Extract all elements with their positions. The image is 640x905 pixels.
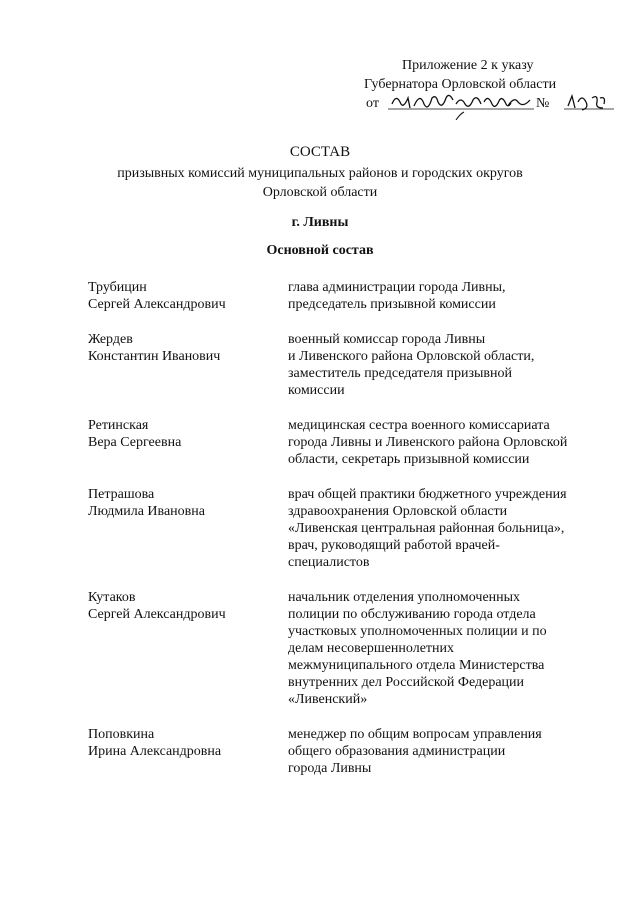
member-row: [88, 726, 628, 777]
role-line: внутренних дел Российской Федерации: [288, 675, 525, 690]
member-name: [88, 589, 288, 708]
member-row: [88, 279, 628, 313]
role-line: общего образования администрации: [288, 744, 506, 759]
member-role: [288, 279, 600, 313]
member-row: [88, 331, 628, 399]
handwritten-date-and-number: [386, 90, 616, 120]
role-line: начальник отделения уполномоченных: [288, 590, 521, 605]
role-line: комиссии: [288, 383, 345, 398]
number-label: №: [536, 96, 550, 111]
role-line: врач общей практики бюджетного учреждения: [288, 487, 567, 502]
member-name: [88, 486, 288, 571]
role-line: области, секретарь призывной комиссии: [288, 452, 530, 467]
role-line: глава администрации города Ливны,: [288, 280, 506, 295]
role-line: военный комиссар города Ливны: [288, 332, 486, 347]
member-role: [288, 486, 600, 571]
member-given-name: Вера Сергеевна: [88, 435, 182, 450]
role-line: менеджер по общим вопросам управления: [288, 727, 542, 742]
appendix-line1: Приложение 2 к указу: [402, 58, 534, 73]
role-line: города Ливны и Ливенского района Орловской: [288, 435, 568, 450]
role-line: полиции по обслуживанию города отдела: [288, 607, 536, 622]
member-name: [88, 726, 288, 777]
member-role: [288, 331, 600, 399]
appendix-date-line: [364, 94, 624, 116]
role-line: «Ливенская центральная районная больница»,: [288, 521, 565, 536]
role-line: межмуниципального отдела Министерства: [288, 658, 545, 673]
subtitle-line: призывных комиссий муниципальных районов и городских округов: [117, 166, 523, 181]
member-surname: Ретинская: [88, 418, 149, 433]
role-line: «Ливенский»: [288, 692, 368, 707]
member-given-name: Людмила Ивановна: [88, 504, 205, 519]
member-surname: Петрашова: [88, 487, 155, 502]
member-given-name: Сергей Александрович: [88, 607, 226, 622]
member-role: [288, 417, 600, 468]
role-line: и Ливенского района Орловской области,: [288, 349, 535, 364]
role-line: здравоохранения Орловской области: [288, 504, 508, 519]
role-line: врач, руководящий работой врачей-: [288, 538, 500, 553]
document-subtitle: [0, 164, 640, 202]
member-given-name: Константин Иванович: [88, 349, 221, 364]
member-row: [88, 486, 628, 571]
member-surname: Жердев: [88, 332, 133, 347]
member-row: [88, 589, 628, 708]
member-given-name: Сергей Александрович: [88, 297, 226, 312]
member-surname: Кутаков: [88, 590, 136, 605]
city-heading: г. Ливны: [291, 215, 349, 230]
role-line: делам несовершеннолетних: [288, 641, 455, 656]
member-role: [288, 726, 600, 777]
subtitle-line: Орловской области: [262, 185, 378, 200]
appendix-header: [364, 56, 624, 116]
document-title: СОСТАВ: [289, 144, 351, 160]
section-heading: Основной состав: [266, 243, 374, 258]
member-name: [88, 417, 288, 468]
member-name: [88, 331, 288, 399]
member-surname: Трубицин: [88, 280, 147, 295]
from-label: от: [366, 96, 379, 111]
role-line: участковых уполномоченных полиции и по: [288, 624, 547, 639]
role-line: медицинская сестра военного комиссариата: [288, 418, 550, 433]
appendix-line2: Губернатора Орловской области: [364, 77, 557, 92]
role-line: города Ливны: [288, 761, 372, 776]
member-given-name: Ирина Александровна: [88, 744, 222, 759]
member-row: [88, 417, 628, 468]
member-name: [88, 279, 288, 313]
role-line: специалистов: [288, 555, 370, 570]
role-line: заместитель председателя призывной: [288, 366, 512, 381]
role-line: председатель призывной комиссии: [288, 297, 496, 312]
member-role: [288, 589, 600, 708]
member-surname: Поповкина: [88, 727, 155, 742]
member-list: [88, 279, 628, 795]
